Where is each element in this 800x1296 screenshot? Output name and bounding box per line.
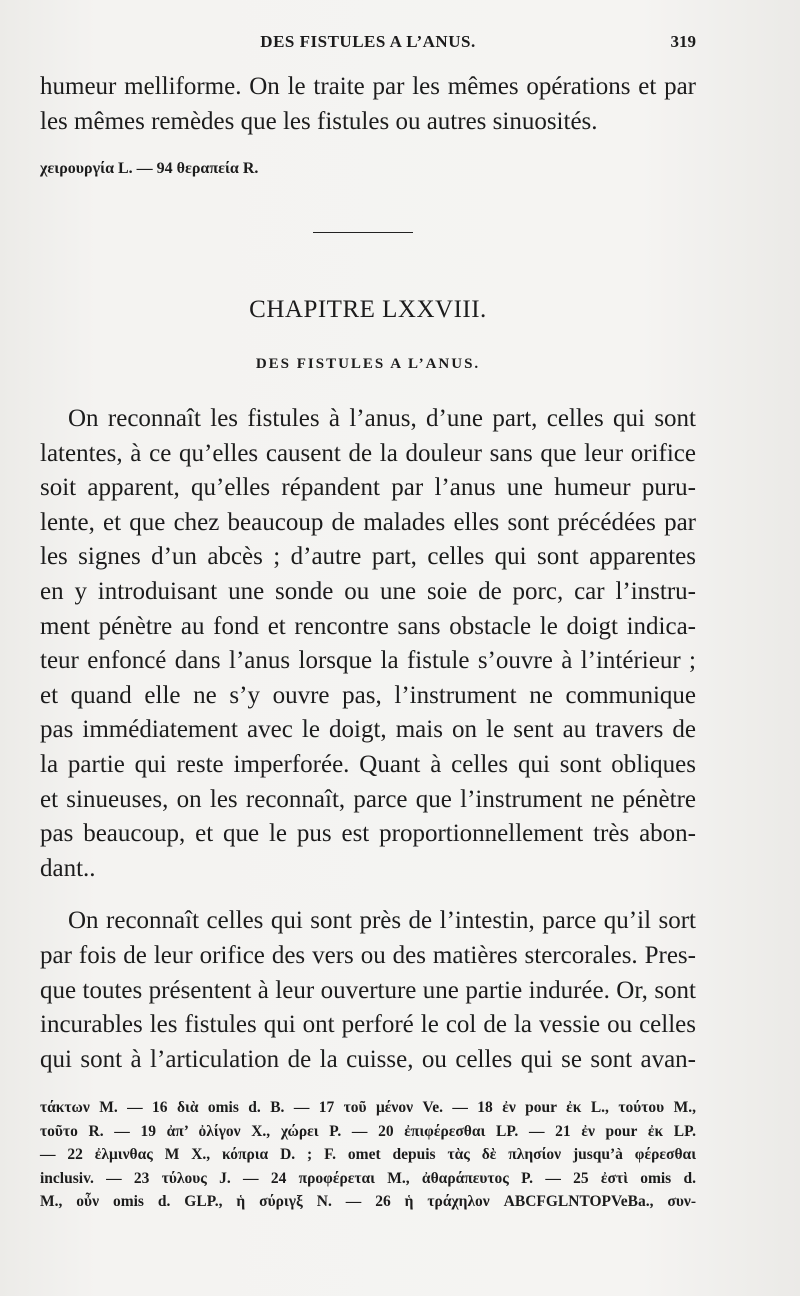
text-line: incurables les fistules qui ont perforé le col de la vessie ou celles [40,1011,696,1039]
text-line: teur enfoncé dans l’anus lorsque la fistule s’ouvre à l’intérieur ; [40,647,696,675]
text-line: que toutes présentent à leur ouverture une partie indurée. Or, sont [40,976,696,1004]
text-line: par fois de leur orifice des vers ou des matières stercorales. Pres- [40,941,696,969]
continued-paragraph [40,70,696,139]
text-line: et sinueuses, on les reconnaît, parce que l’instrument ne pénètre [40,785,696,813]
text-line: latentes, à ce qu’elles causent de la douleur sans que leur orifice [40,439,696,467]
chapter-subtitle: DES FISTULES A L’ANUS. [255,356,481,372]
page-header [40,32,696,56]
text-line: humeur melliforme. On le traite par les mêmes opérations et par [40,73,696,100]
top-footnote: χειρουργία L. — 94 θεραπεία R. [40,160,259,177]
text-line: lente, et que chez beaucoup de malades elles sont précédées par [40,508,696,536]
footnote-line: — 22 ἐλμινθας M X., κόπρια D. ; F. omet depuis τὰς δὲ πλησίον jusqu’à φέρεσθαι [40,1146,696,1163]
text-line: dant.. [40,854,96,882]
footnotes [40,1096,696,1214]
text-line: les signes d’un abcès ; d’autre part, celles qui sont apparentes [40,543,696,571]
footnote-line: τάκτων M. — 16 διὰ omis d. B. — 17 τοῦ μένον Ve. — 18 ἐν pour ἐκ L., τούτου M., [40,1099,696,1116]
footnote-line: inclusiv. — 23 τύλους J. — 24 προφέρεται M., ἀθαράπευτος P. — 25 ἐστὶ omis d. [40,1169,696,1187]
footnote-line: M., οὖν omis d. GLP., ἡ σύριγξ N. — 26 ἡ τράχηλον ABCFGLNTOPVeBa., συν- [40,1193,696,1210]
text-line: pas immédiatement avec le doigt, mais on le sent au travers de [40,716,696,744]
text-line: On reconnaît les fistules à l’anus, d’une part, celles qui sont [68,405,696,432]
text-line: les mêmes remèdes que les fistules ou autres sinuosités. [40,107,598,135]
text-line: soit apparent, qu’elles répandent par l’anus une humeur puru- [40,474,696,502]
text-line: qui sont à l’articulation de la cuisse, ou celles qui se sont avan- [40,1045,696,1073]
text-line: ment pénètre au fond et rencontre sans obstacle le doigt indica- [40,612,696,640]
section-divider [313,232,413,233]
paragraph-gap [40,886,696,904]
chapter-body [40,402,696,1077]
text-line: en y introduisant une sonde ou une soie de porc, car l’instru- [40,577,696,605]
chapter-title: CHAPITRE LXXVIII. [249,296,487,323]
text-line: On reconnaît celles qui sont près de l’intestin, parce qu’il sort [68,907,696,935]
running-title: DES FISTULES A L’ANUS. [260,32,476,51]
text-line: et quand elle ne s’y ouvre pas, l’instrument ne communique [40,681,696,709]
page-number: 319 [670,32,696,51]
text-line: la partie qui reste imperforée. Quant à celles qui sont obliques [40,750,696,778]
text-line: pas beaucoup, et que le pus est proportionnellement très abon- [40,820,696,848]
footnote-line: τοῦτο R. — 19 ἀπ’ ὀλίγον X., χώρει P. — 20 ἐπιφέρεσθαι LP. — 21 ἐν pour ἐκ LP. [40,1122,696,1140]
